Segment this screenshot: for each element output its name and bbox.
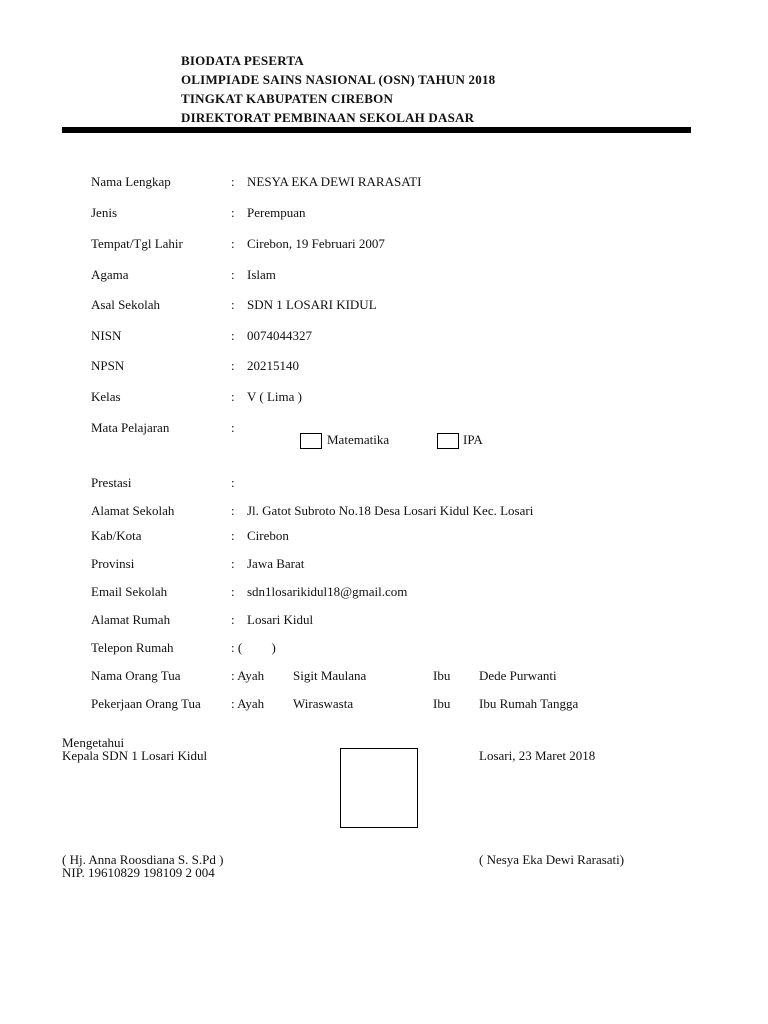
field-nama-lengkap [91,174,691,192]
field-value: V ( Lima ) [247,389,302,404]
field-colon: : [231,358,235,373]
field-label: Pekerjaan Orang Tua [91,696,201,711]
field-colon: : [231,528,235,543]
ipa-checkbox[interactable] [437,433,459,449]
field-telepon-rumah [91,640,691,658]
field-label: Alamat Sekolah [91,503,175,518]
field-label: Kelas [91,389,121,404]
ayah-value: Sigit Maulana [293,668,367,683]
field-value: Jawa Barat [247,556,305,571]
header-directorate: DIREKTORAT PEMBINAAN SEKOLAH DASAR [181,110,475,125]
ipa-option-label: IPA [463,432,483,447]
field-pekerjaan-orang-tua [91,696,691,714]
field-value: SDN 1 LOSARI KIDUL [247,297,377,312]
field-agama [91,267,691,285]
ayah-label: : Ayah [231,668,265,683]
field-npsn [91,358,691,376]
ibu-value: Ibu Rumah Tangga [479,696,579,711]
ibu-label: Ibu [433,696,451,711]
field-colon: : [231,503,235,518]
ayah-value: Wiraswasta [293,696,354,711]
field-tempat-tgl-lahir [91,236,691,254]
field-label: NISN [91,328,122,343]
field-colon: : [231,556,235,571]
field-mata-pelajaran [91,420,691,438]
place-date: Losari, 23 Maret 2018 [479,748,596,763]
ayah-label: : Ayah [231,696,265,711]
field-kab-kota [91,528,691,546]
field-nama-orang-tua [91,668,691,686]
matematika-option-label: Matematika [327,432,390,447]
field-label: Prestasi [91,475,132,490]
field-value: 0074044327 [247,328,312,343]
principal-nip: NIP. 19610829 198109 2 004 [62,865,215,880]
field-label: Agama [91,267,129,282]
field-colon: : [231,389,235,404]
field-nisn [91,328,691,346]
field-colon: : [231,475,235,490]
matematika-checkbox[interactable] [300,433,322,449]
header-event: OLIMPIADE SAINS NASIONAL (OSN) TAHUN 2018 [181,72,496,87]
field-colon: : [231,420,235,435]
field-value: Perempuan [247,205,306,220]
field-label: Nama Lengkap [91,174,171,189]
field-value: : ( ) [231,640,276,655]
principal-name: ( Hj. Anna Roosdiana S. S.Pd ) [62,852,224,867]
field-value: Cirebon [247,528,289,543]
field-colon: : [231,236,235,251]
field-label: Kab/Kota [91,528,142,543]
header-level: TINGKAT KABUPATEN CIREBON [181,91,394,106]
field-value: Jl. Gatot Subroto No.18 Desa Losari Kidul Kec. Losari [247,503,534,518]
field-label: Tempat/Tgl Lahir [91,236,183,251]
field-colon: : [231,297,235,312]
field-value: 20215140 [247,358,299,373]
field-value: Islam [247,267,276,282]
field-label: Email Sekolah [91,584,168,599]
field-jenis [91,205,691,223]
field-kelas [91,389,691,407]
field-label: Nama Orang Tua [91,668,181,683]
field-colon: : [231,205,235,220]
field-provinsi [91,556,691,574]
field-colon: : [231,584,235,599]
field-asal-sekolah [91,297,691,315]
field-prestasi [91,475,691,493]
header-divider [62,127,691,133]
field-alamat-sekolah [91,503,691,521]
header-title: BIODATA PESERTA [181,53,304,68]
field-label: Asal Sekolah [91,297,160,312]
field-label: Telepon Rumah [91,640,174,655]
photo-placeholder [340,748,418,828]
field-value: Losari Kidul [247,612,314,627]
field-label: Provinsi [91,556,135,571]
mengetahui-text: Mengetahui [62,735,125,750]
field-label: Alamat Rumah [91,612,171,627]
field-email-sekolah [91,584,691,602]
field-value: Cirebon, 19 Februari 2007 [247,236,385,251]
student-name: ( Nesya Eka Dewi Rarasati) [479,852,625,867]
ibu-value: Dede Purwanti [479,668,557,683]
field-alamat-rumah [91,612,691,630]
field-value: sdn1losarikidul18@gmail.com [247,584,408,599]
field-label: Jenis [91,205,117,220]
kepala-sekolah-title: Kepala SDN 1 Losari Kidul [62,748,208,763]
field-colon: : [231,328,235,343]
field-colon: : [231,267,235,282]
ibu-label: Ibu [433,668,451,683]
field-label: NPSN [91,358,125,373]
field-label: Mata Pelajaran [91,420,170,435]
field-value: NESYA EKA DEWI RARASATI [247,174,422,189]
field-colon: : [231,174,235,189]
field-colon: : [231,612,235,627]
